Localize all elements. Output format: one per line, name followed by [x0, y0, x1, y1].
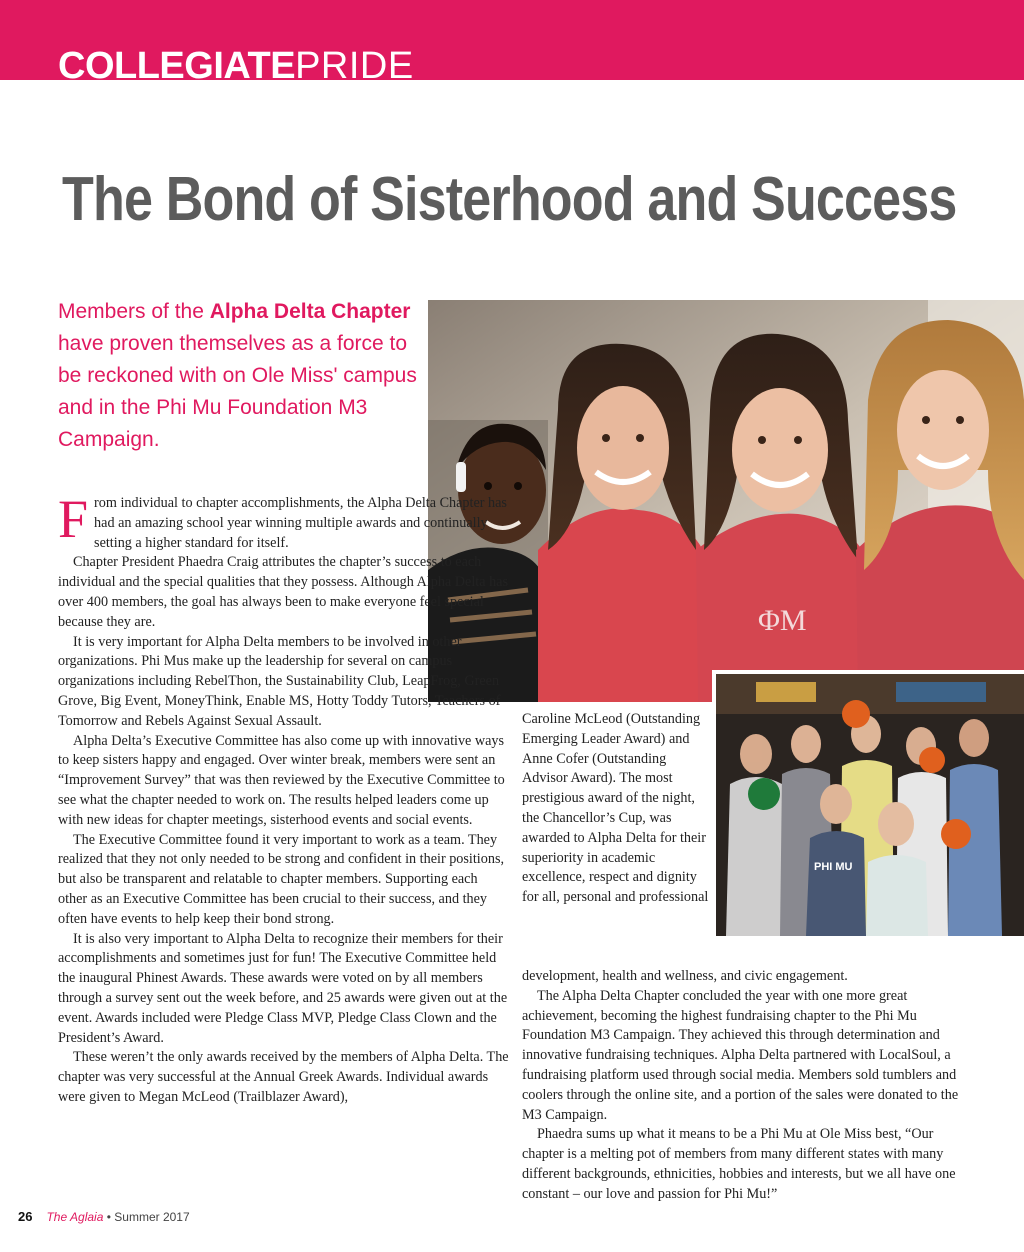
issue-date: Summer 2017 — [114, 1210, 190, 1224]
article-column-right-wide — [522, 967, 972, 1205]
article-column-left — [58, 489, 510, 1108]
article-paragraph-8: Caroline McLeod (Outstanding Emerging Leader Award) and Anne Cofer (Outstanding Advisor Award). The most prestigious award of the night, the Chancellor’s Cup, was awarded to Alpha Delta for their superiority in academic excellence, respect and dignity for all, personal and professional — [522, 711, 709, 906]
shirt-letters: ΦΜ — [758, 604, 807, 637]
headline: The Bond of Sisterhood and Success — [62, 165, 957, 234]
section-title-light: PRIDE — [295, 45, 414, 80]
bowling-photo-illustration — [716, 674, 1024, 936]
article-column-right-narrow — [522, 710, 710, 908]
article-paragraph-10: Phaedra sums up what it means to be a Phi Mu at Ole Miss best, “Our chapter is a melting pot of members from many different states with many different backgrounds, ethnicities, hobbies and interests, but we all have one constant – our love and passion for Phi Mu!” — [522, 1126, 956, 1202]
footer-separator: • — [103, 1210, 115, 1224]
bowling-photo — [712, 670, 1024, 936]
article-paragraph-2: Chapter President Phaedra Craig attributes the chapter’s success to each individual and the special qualities that they possess. Although Alpha Delta has over 400 members, the goal has always been to make everyone feel special because they are. — [58, 554, 508, 630]
group-photo-illustration — [428, 300, 1024, 702]
section-title — [58, 44, 414, 80]
article-paragraph-1-text: rom individual to chapter accomplishments, the Alpha Delta Chapter has had an amazing school year winning multiple awards and continually setting a higher standard for itself. — [94, 495, 507, 551]
drop-cap: F — [58, 489, 89, 549]
dek — [58, 296, 418, 456]
page-number: 26 — [18, 1209, 33, 1224]
dek-pre: Members of the — [58, 300, 210, 323]
member-face-3 — [897, 370, 989, 490]
article-paragraph-3: It is very important for Alpha Delta members to be involved in other organizations. Phi Mus make up the leadership for several on campus organizations including RebelThon, the Sustainability Club, LeapFrog, Green Grove, Big Event, MoneyThink, Enable MS, Hotty Toddy Tutors, Teachers of Tomorrow and Rebels Against Sexual Assault. — [58, 633, 501, 729]
article-paragraph-7: These weren’t the only awards received by the members of Alpha Delta. The chapter was very successful at the Annual Greek Awards. Individual awards were given to Megan McLeod (Trailblazer Award), — [58, 1049, 509, 1105]
group-photo — [428, 300, 1024, 702]
article-paragraph-5: The Executive Committee found it very important to work as a team. They realized that they not only needed to be strong and confident in their positions, but also be transparent and relatable to chapter members. Supporting each other as an Executive Committee has been crucial to their success, and they often have events to help keep their bond strong. — [58, 831, 505, 927]
magazine-name: The Aglaia — [46, 1210, 104, 1224]
member-face-2 — [732, 388, 828, 512]
page-footer — [18, 1209, 190, 1224]
dek-bold: Alpha Delta Chapter — [209, 300, 411, 323]
article-paragraph-6: It is also very important to Alpha Delta to recognize their members for their accomplishments and sometimes just for fun! The Executive Committee held the inaugural Phinest Awards. These awards were voted on by all members through a survey sent out the week before, and 25 awards were given out at the event. Awards included were Pledge Class MVP, Pledge Class Clown and the President’s Award. — [58, 930, 508, 1046]
header-band — [0, 0, 1024, 80]
article-paragraph-1 — [58, 489, 510, 553]
member-face-1 — [577, 386, 669, 510]
dek-post: have proven themselves as a force to be reckoned with on Ole Miss' campus and in the Phi Mu Foundation M3 Campaign. — [58, 332, 417, 451]
inset-shirt-text: PHI MU — [814, 861, 853, 873]
article-paragraph-4: Alpha Delta’s Executive Committee has also come up with innovative ways to keep sisters happy and engaged. Over winter break, members were sent an “Improvement Survey” that was then reviewed by the Executive Committee to see what the chapter needed to work on. The results helped leaders come up with new ideas for chapter meetings, sisterhood events and social events. — [58, 732, 505, 828]
article-paragraph-8-continued: development, health and wellness, and civic engagement. — [522, 968, 848, 984]
article-paragraph-9: The Alpha Delta Chapter concluded the year with one more great achievement, becoming the highest fundraising chapter to the Phi Mu Foundation M3 Campaign. They achieved this through determination and innovative fundraising techniques. Alpha Delta partnered with LocalSoul, a fundraising platform used through social media. Members sold tumblers and coolers through the online site, and a portion of the sales were donated to the M3 Campaign. — [522, 987, 959, 1123]
section-title-bold: COLLEGIATE — [58, 45, 296, 80]
